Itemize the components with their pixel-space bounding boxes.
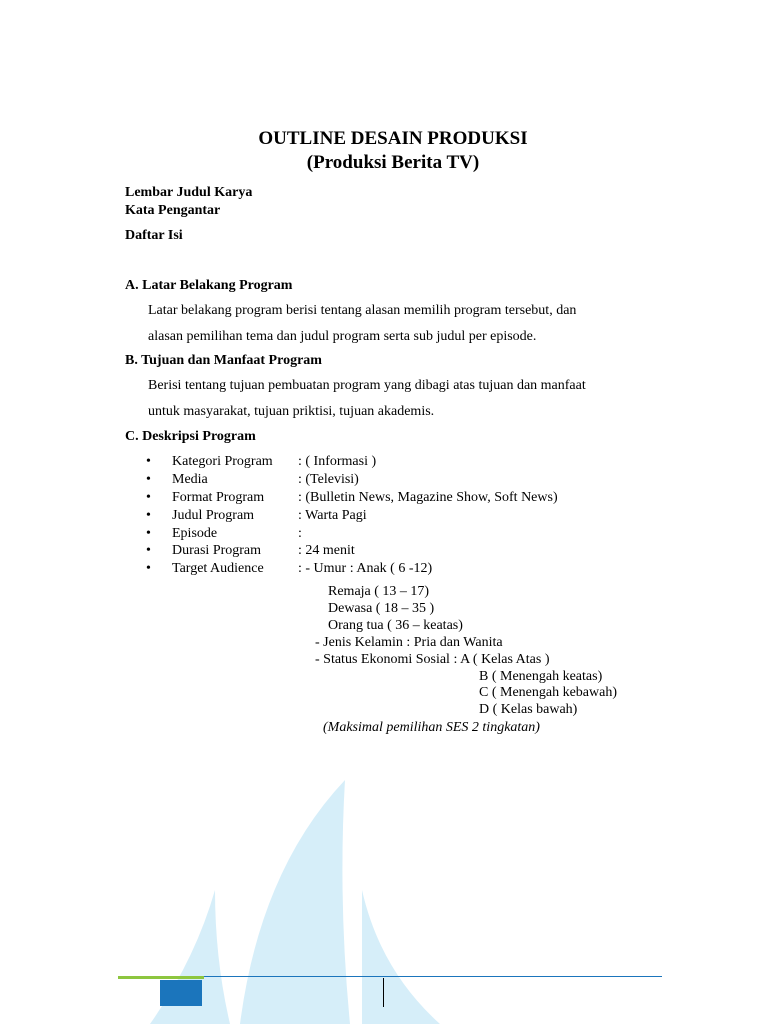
item-label: Target Audience [172,561,264,576]
footer-accent-line [118,976,204,979]
item-value: : [298,526,302,541]
bullet-icon: • [146,454,151,469]
document-title: OUTLINE DESAIN PRODUKSI [258,128,528,149]
ses-option: D ( Kelas bawah) [479,702,578,717]
item-value: : ( Informasi ) [298,454,377,469]
document-subtitle: (Produksi Berita TV) [306,152,480,173]
ses-note: (Maksimal pemilihan SES 2 tingkatan) [323,720,540,735]
bullet-icon: • [146,472,151,487]
section-a-text: Latar belakang program berisi tentang alasan memilih program tersebut, dan [148,303,577,318]
age-group: Remaja ( 13 – 17) [328,584,430,599]
ses-option: B ( Menengah keatas) [479,669,603,684]
footer-separator [383,978,384,1007]
ses-line: - Status Ekonomi Sosial : A ( Kelas Atas ) [315,652,550,667]
item-label: Durasi Program [172,543,262,558]
section-c-heading: C. Deskripsi Program [125,429,256,444]
item-value: : (Bulletin News, Magazine Show, Soft News) [298,490,558,505]
footer-rule [204,976,662,977]
bullet-icon: • [146,508,151,523]
ses-option: C ( Menengah kebawah) [479,685,618,700]
front-matter-item: Kata Pengantar [125,203,221,218]
gender-line: - Jenis Kelamin : Pria dan Wanita [315,635,503,650]
item-value: : 24 menit [298,543,355,558]
bullet-icon: • [146,561,151,576]
item-label: Kategori Program [172,454,273,469]
item-label: Judul Program [172,508,255,523]
bullet-icon: • [146,490,151,505]
section-b-heading: B. Tujuan dan Manfaat Program [125,353,322,368]
item-value: : - Umur : Anak ( 6 -12) [298,561,433,576]
footer-block [160,980,202,1006]
bullet-icon: • [146,526,151,541]
item-label: Media [172,472,208,487]
item-label: Episode [172,526,218,541]
section-a-text: alasan pemilihan tema dan judul program serta sub judul per episode. [148,329,537,344]
section-b-text: Berisi tentang tujuan pembuatan program yang dibagi atas tujuan dan manfaat [148,378,586,393]
section-b-text: untuk masyarakat, tujuan priktisi, tujuan akademis. [148,404,435,419]
item-label: Format Program [172,490,265,505]
bullet-icon: • [146,543,151,558]
section-a-heading: A. Latar Belakang Program [125,278,293,293]
item-value: : (Televisi) [298,472,359,487]
front-matter-item: Lembar Judul Karya [125,185,253,200]
age-group: Orang tua ( 36 – keatas) [328,618,463,633]
front-matter-item: Daftar Isi [125,228,183,243]
age-group: Dewasa ( 18 – 35 ) [328,601,435,616]
item-value: : Warta Pagi [298,508,367,523]
